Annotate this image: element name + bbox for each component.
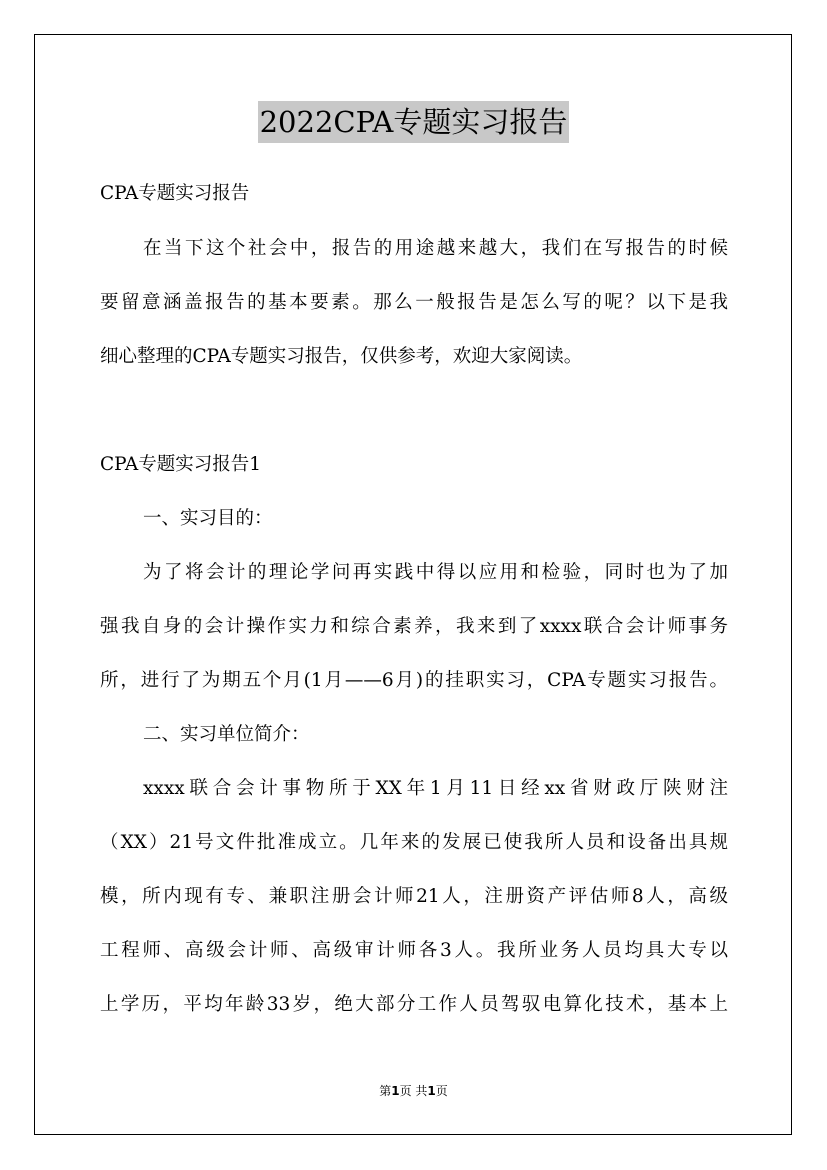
intro-line-3: 细心整理的CPA专题实习报告，仅供参考，欢迎大家阅读。 xyxy=(100,346,583,367)
page-footer xyxy=(0,1083,827,1099)
section-title: CPA专题实习报告1 xyxy=(100,454,262,475)
intro-line-1: 在当下这个社会中，报告的用途越来越大，我们在写报告的时候 xyxy=(143,238,728,259)
unit-line-5: 上学历，平均年龄33岁，绝大部分工作人员驾驭电算化技术，基本上 xyxy=(100,994,728,1015)
purpose-line-1: 为了将会计的理论学问再实践中得以应用和检验，同时也为了加 xyxy=(143,562,728,583)
unit-line-3: 模，所内现有专、兼职注册会计师21人，注册资产评估师8人，高级 xyxy=(100,886,728,907)
title-container xyxy=(0,101,827,143)
footer-prefix: 第 xyxy=(379,1084,392,1098)
document-title: 2022CPA专题实习报告 xyxy=(258,101,570,143)
unit-line-1: xxxx联合会计事物所于XX年1月11日经xx省财政厅陕财注 xyxy=(143,778,728,799)
unit-line-2: （XX）21号文件批准成立。几年来的发展已使我所人员和设备出具规 xyxy=(100,832,728,853)
footer-suffix: 页 xyxy=(435,1084,448,1098)
footer-current-page: 1 xyxy=(391,1084,400,1098)
footer-total-pages: 1 xyxy=(427,1084,436,1098)
purpose-line-2: 强我自身的会计操作实力和综合素养，我来到了xxxx联合会计师事务 xyxy=(100,616,728,637)
intro-line-2: 要留意涵盖报告的基本要素。那么一般报告是怎么写的呢？以下是我 xyxy=(100,292,728,313)
footer-mid: 页 共 xyxy=(399,1084,428,1098)
purpose-line-3: 所，进行了为期五个月(1月——6月)的挂职实习，CPA专题实习报告。 xyxy=(100,670,728,691)
heading-purpose: 一、实习目的： xyxy=(143,508,273,529)
unit-line-4: 工程师、高级会计师、高级审计师各3人。我所业务人员均具大专以 xyxy=(100,940,728,961)
heading-unit-intro: 二、实习单位简介： xyxy=(143,724,310,745)
document-subtitle: CPA专题实习报告 xyxy=(100,183,250,204)
